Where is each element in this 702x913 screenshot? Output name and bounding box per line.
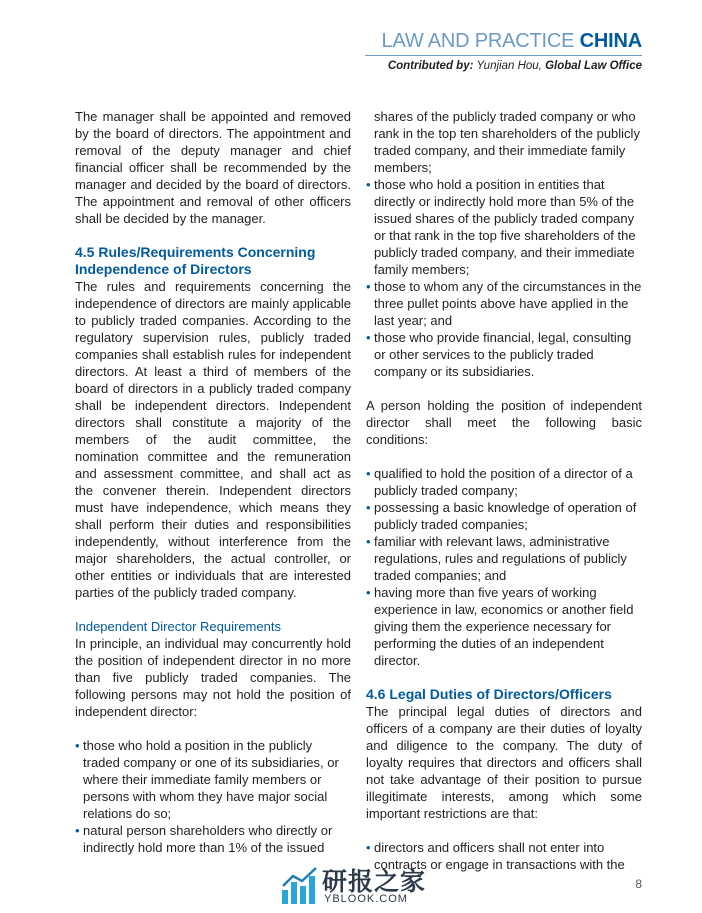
- header-rule: [365, 55, 642, 56]
- paragraph-principle: In principle, an individual may concurrently hold the position of independent director in no more than five publicly traded companies. The following persons may not hold the position of independent director:: [75, 636, 351, 719]
- page-number: 8: [635, 877, 642, 891]
- paragraph-manager-appointment: The manager shall be appointed and removed by the board of directors. The appointment and removal of the deputy manager and chief financial officer shall be recommended by the manager and decided by the board of directors. The appointment and removal of other officers shall be decided by the manager.: [75, 109, 351, 226]
- list-item: • those who provide financial, legal, consulting or other services to the publicly traded company or its subsidiaries.: [366, 329, 642, 380]
- header-title-country: CHINA: [579, 30, 642, 52]
- watermark-cn: 研报之家: [322, 868, 427, 896]
- heading-4-5: 4.5 Rules/Requirements Concerning Independence of Directors: [75, 244, 316, 277]
- list-item: • natural person shareholders who directly or indirectly hold more than 1% of the issued: [75, 822, 351, 856]
- paragraph-basic-conditions: A person holding the position of independent director shall meet the following basic conditions:: [366, 398, 642, 447]
- subheading-independent-director-requirements: Independent Director Requirements: [75, 619, 281, 634]
- right-column: [366, 108, 642, 890]
- list-item: shares of the publicly traded company or who rank in the top ten shareholders of the publicly traded company, and their immediate family members;: [374, 109, 640, 175]
- heading-4-6: 4.6 Legal Duties of Directors/Officers: [366, 686, 612, 702]
- bar-chart-icon: [280, 866, 320, 906]
- list-item: • those who hold a position in the publicly traded company or one of its subsidiaries, or where their immediate family members or persons with whom they have major social relations do so;: [75, 737, 351, 822]
- conditions-list: [366, 465, 642, 669]
- header-contributor: [388, 60, 642, 72]
- watermark-en: YBLOOK.COM: [324, 893, 408, 905]
- list-item: • having more than five years of working experience in law, economics or another field giving them the experience necessary for performing the duties of an independent director.: [366, 584, 642, 669]
- paragraph-independence-rules: The rules and requirements concerning the independence of directors are mainly applicable to publicly traded companies. According to the regulatory supervision rules, publicly traded companies shall establish rules for independent directors. At least a third of members of the board of directors in a publicly traded company shall be independent directors. Independent directors shall constitute a majority of the members of the audit committee, the nomination committee and the remuneration and assessment committee, and shall act as the convener therein. Independent directors must have independence, which means they shall perform their duties and responsibilities independently, without interference from the major shareholders, the actual controller, or other entities or individuals that are interested parties of the publicly traded company.: [75, 279, 351, 600]
- left-column: [75, 108, 351, 873]
- contrib-firm: Global Law Office: [545, 60, 642, 72]
- watermark-logo: [280, 862, 430, 908]
- disqualification-list-continued: [366, 108, 642, 380]
- list-item: • those who hold a position in entities that directly or indirectly hold more than 5% of the issued shares of the publicly traded company or that rank in the top five shareholders of the publicly traded company, and their immediate family members;: [366, 176, 642, 278]
- running-header-title: [382, 30, 642, 53]
- list-item: • familiar with relevant laws, administrative regulations, rules and regulations of publicly traded companies; and: [366, 533, 642, 584]
- list-item: • directors and officers shall not enter into contracts or engage in transactions with the: [366, 839, 642, 873]
- list-item: • qualified to hold the position of a director of a publicly traded company;: [366, 465, 642, 499]
- contrib-prefix: Contributed by:: [387, 60, 474, 72]
- list-item: • those to whom any of the circumstances in the three pullet points above have applied in the last year; and: [366, 278, 642, 329]
- disqualification-list: [75, 737, 351, 856]
- contrib-author: Yunjian Hou,: [476, 60, 542, 72]
- list-item: • possessing a basic knowledge of operation of publicly traded companies;: [366, 499, 642, 533]
- header-title-light: LAW AND PRACTICE: [381, 30, 575, 52]
- paragraph-legal-duties: The principal legal duties of directors and officers of a company are their duties of loyalty and diligence to the company. The duty of loyalty requires that directors and officers shall not take advantage of their position to pursue illegitimate interests, among which some important restrictions are that:: [366, 704, 642, 821]
